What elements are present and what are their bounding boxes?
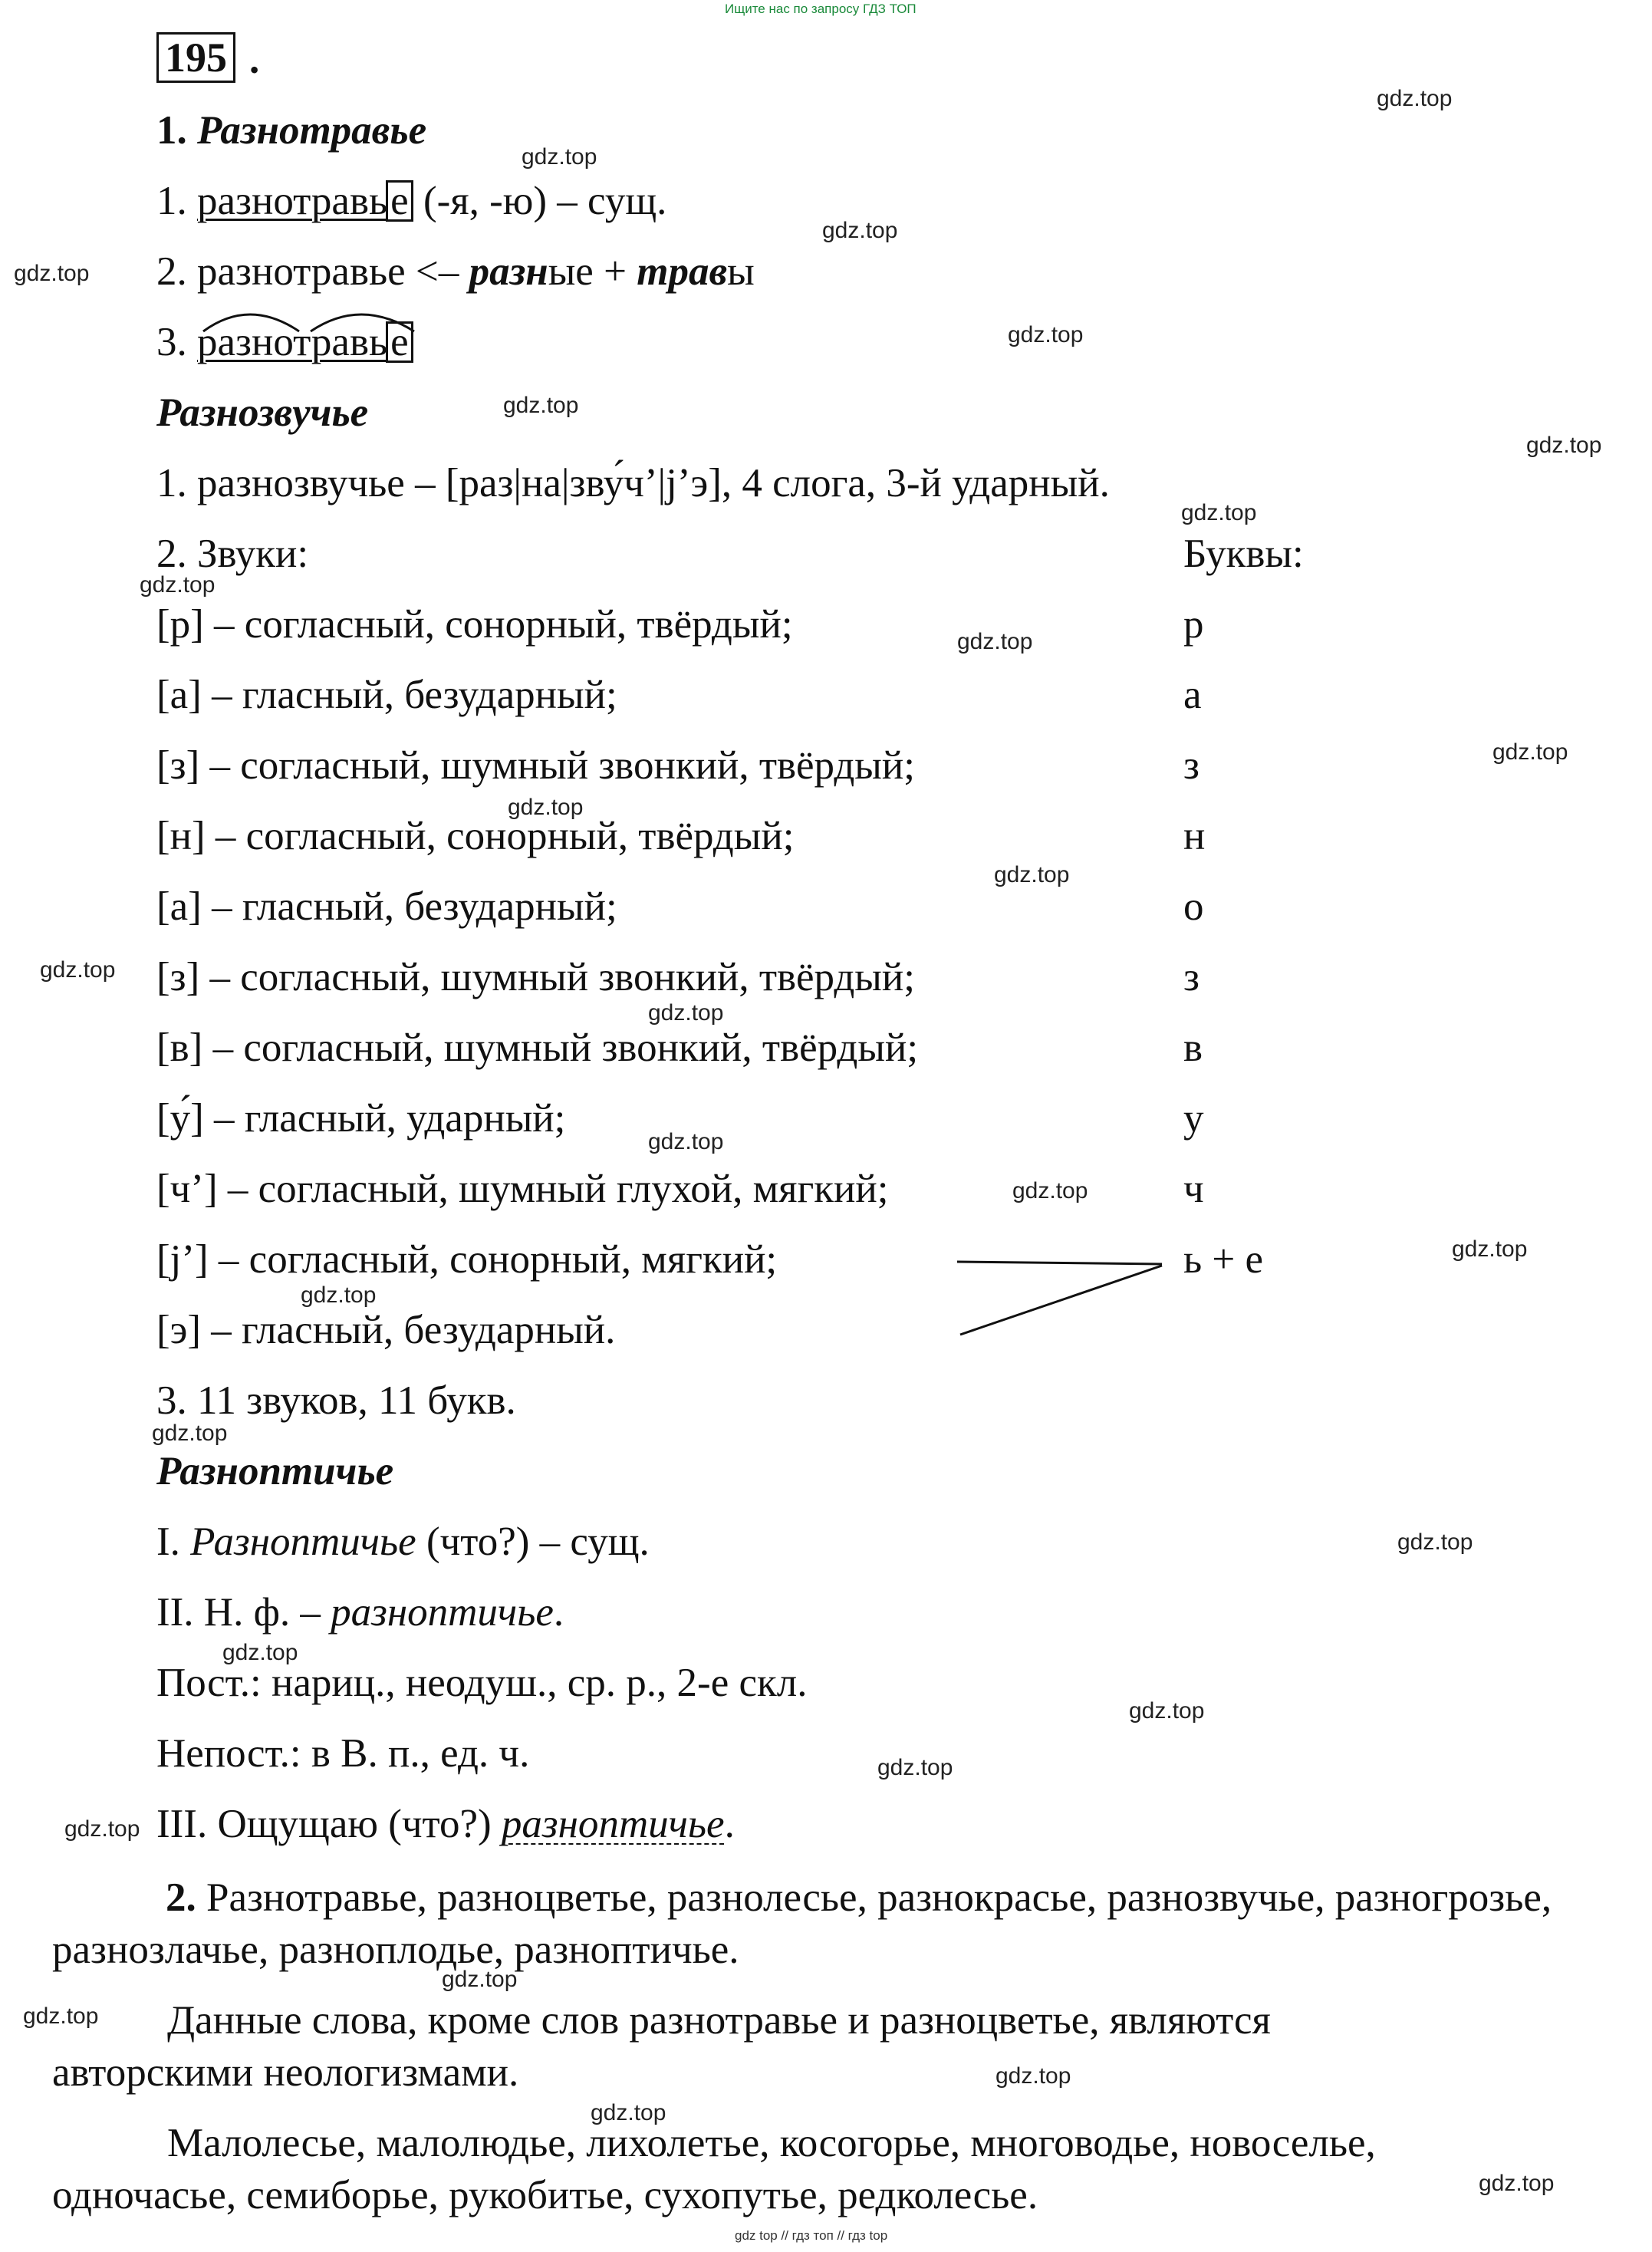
- connector-line-upper: [957, 1262, 1162, 1264]
- sound-row: [н] – согласный, сонорный, твёрдый;: [156, 814, 795, 858]
- letter-cell: а: [1183, 673, 1202, 717]
- exercise-number-dot: .: [249, 38, 260, 82]
- watermark-text: gdz.top: [508, 795, 584, 820]
- s1-l2-rest2: ы: [727, 249, 755, 294]
- watermark-text: gdz.top: [1181, 500, 1257, 525]
- section3-line2: [156, 1589, 564, 1635]
- sound-row: [а] – гласный, безударный;: [156, 673, 617, 717]
- part2-paragraph1: [52, 1872, 1594, 1976]
- section2-title: Разнозвучье: [156, 390, 369, 435]
- watermark-text: gdz.top: [1479, 2171, 1555, 2196]
- section3-line1: [156, 1519, 650, 1565]
- s1-l1-ending: е: [386, 180, 413, 222]
- letter-cell: н: [1183, 814, 1206, 858]
- part2-num: 2.: [166, 1875, 196, 1920]
- section2-summary: 3. 11 звуков, 11 букв.: [156, 1378, 516, 1423]
- s1-l1-stem: разнотравь: [197, 179, 388, 223]
- letter-cell: ь + е: [1183, 1237, 1264, 1282]
- exercise-number-value: 195: [165, 35, 227, 81]
- sound-row: [в] – согласный, шумный звонкий, твёрдый;: [156, 1026, 919, 1070]
- top-search-note: Ищите нас по запросу ГДЗ ТОП: [725, 2, 916, 16]
- s3-l2-word: разноптичье: [331, 1590, 554, 1635]
- watermark-text: gdz.top: [1397, 1529, 1473, 1555]
- s1-l2-prefix: 2. разнотравье <–: [156, 249, 469, 294]
- letter-cell: р: [1183, 602, 1204, 647]
- s3-l1-rest: (что?) – сущ.: [416, 1519, 650, 1564]
- watermark-text: gdz.top: [1129, 1698, 1205, 1724]
- sound-row: [j’] – согласный, сонорный, мягкий;: [156, 1237, 778, 1282]
- connector-line-lower: [960, 1266, 1162, 1335]
- watermark-text: gdz.top: [40, 957, 116, 983]
- s1-l2-root2: трав: [637, 249, 728, 294]
- letter-cell: в: [1183, 1026, 1203, 1070]
- watermark-text: gdz.top: [1492, 739, 1568, 765]
- watermark-text: gdz.top: [64, 1816, 140, 1842]
- watermark-text: gdz.top: [442, 1967, 518, 1992]
- sound-row: [а] – гласный, безударный;: [156, 884, 617, 929]
- section1-title-num: 1.: [156, 108, 187, 153]
- watermark-text: gdz.top: [994, 862, 1070, 887]
- part2-paragraph3: Малолесье, малолюдье, лихолетье, косогорье, многоводье, новоселье, одночасье, семиборье, рукобитье, сухопутье, редколесье.: [52, 2121, 1376, 2217]
- watermark-text: gdz.top: [1452, 1236, 1528, 1262]
- sound-row: [э] – гласный, безударный.: [156, 1308, 616, 1352]
- s3-l2-rest: .: [553, 1590, 564, 1635]
- s1-l1-prefix: 1.: [156, 179, 197, 223]
- watermark-text: gdz.top: [591, 2100, 666, 2125]
- watermark-text: gdz.top: [1008, 322, 1084, 347]
- watermark-text: gdz.top: [1526, 433, 1602, 458]
- section3-line5: [156, 1801, 735, 1847]
- s1-l3-ending: е: [386, 321, 413, 363]
- s3-l5-word: разноптичье: [501, 1802, 725, 1846]
- watermark-text: gdz.top: [957, 629, 1033, 654]
- watermark-text: gdz.top: [522, 144, 597, 170]
- letters-header: Буквы:: [1183, 532, 1304, 576]
- s3-l5-rest: .: [724, 1802, 735, 1846]
- watermark-text: gdz.top: [301, 1282, 377, 1308]
- letter-cell: з: [1183, 955, 1200, 999]
- part2-paragraph2: Данные слова, кроме слов разнотравье и разноцветье, являются авторскими неологизмами.: [52, 1998, 1271, 2095]
- watermark-text: gdz.top: [822, 218, 898, 243]
- sound-row: [р] – согласный, сонорный, твёрдый;: [156, 602, 793, 647]
- sound-row: [з] – согласный, шумный звонкий, твёрдый;: [156, 743, 915, 788]
- letter-cell: о: [1183, 884, 1204, 929]
- section3-line4: Непост.: в В. п., ед. ч.: [156, 1731, 530, 1776]
- watermark-text: gdz.top: [14, 261, 90, 286]
- watermark-text: gdz.top: [222, 1640, 298, 1665]
- s3-l1-prefix: I.: [156, 1519, 191, 1564]
- watermark-text: gdz.top: [1012, 1178, 1088, 1203]
- watermark-text: gdz.top: [648, 1129, 724, 1154]
- section2-line1: 1. разнозвучье – [раз|на|зву́ч’|j’э], 4 слога, 3-й ударный.: [156, 461, 1110, 505]
- watermark-text: gdz.top: [503, 393, 579, 418]
- watermark-text: gdz.top: [1377, 86, 1453, 111]
- watermark-text: gdz.top: [995, 2063, 1071, 2089]
- section3-line3: Пост.: нариц., неодуш., ср. р., 2-е скл.: [156, 1661, 808, 1705]
- s3-l1-word: Разноптичье: [190, 1519, 416, 1564]
- watermark-text: gdz.top: [877, 1755, 953, 1780]
- sounds-header: 2. Звуки:: [156, 532, 309, 576]
- s1-l3-stem: разнотравь: [197, 320, 388, 364]
- section1-title-word: Разнотравье: [197, 108, 427, 153]
- letter-cell: у: [1183, 1096, 1204, 1141]
- sound-row: [з] – согласный, шумный звонкий, твёрдый;: [156, 955, 915, 999]
- s3-l5-prefix: III. Ощущаю (что?): [156, 1802, 502, 1846]
- watermark-text: gdz.top: [152, 1421, 228, 1446]
- s1-l3-prefix: 3.: [156, 320, 197, 364]
- watermark-text: gdz.top: [648, 1000, 724, 1026]
- letter-cell: з: [1183, 743, 1200, 788]
- s1-l2-rest1: ые +: [548, 249, 637, 294]
- s3-l2-prefix: II. Н. ф. –: [156, 1590, 331, 1635]
- watermark-text: gdz.top: [23, 2003, 99, 2029]
- watermark-text: gdz.top: [140, 572, 216, 598]
- bottom-note: gdz top // гдз топ // гдз top: [735, 2228, 888, 2243]
- s1-l1-rest: (-я, -ю) – сущ.: [413, 179, 667, 223]
- letter-cell: ч: [1183, 1167, 1204, 1211]
- part2-p1-text: Разнотравье, разноцветье, разнолесье, разнокрасье, разнозвучье, разногрозье, разнозлачье, разноплодье, разноптичье.: [52, 1875, 1552, 1972]
- section3-title: Разноптичье: [156, 1449, 394, 1493]
- sound-row: [у́] – гласный, ударный;: [156, 1096, 566, 1141]
- s1-l2-root1: разн: [469, 249, 548, 294]
- sound-row: [ч’] – согласный, шумный глухой, мягкий;: [156, 1167, 889, 1211]
